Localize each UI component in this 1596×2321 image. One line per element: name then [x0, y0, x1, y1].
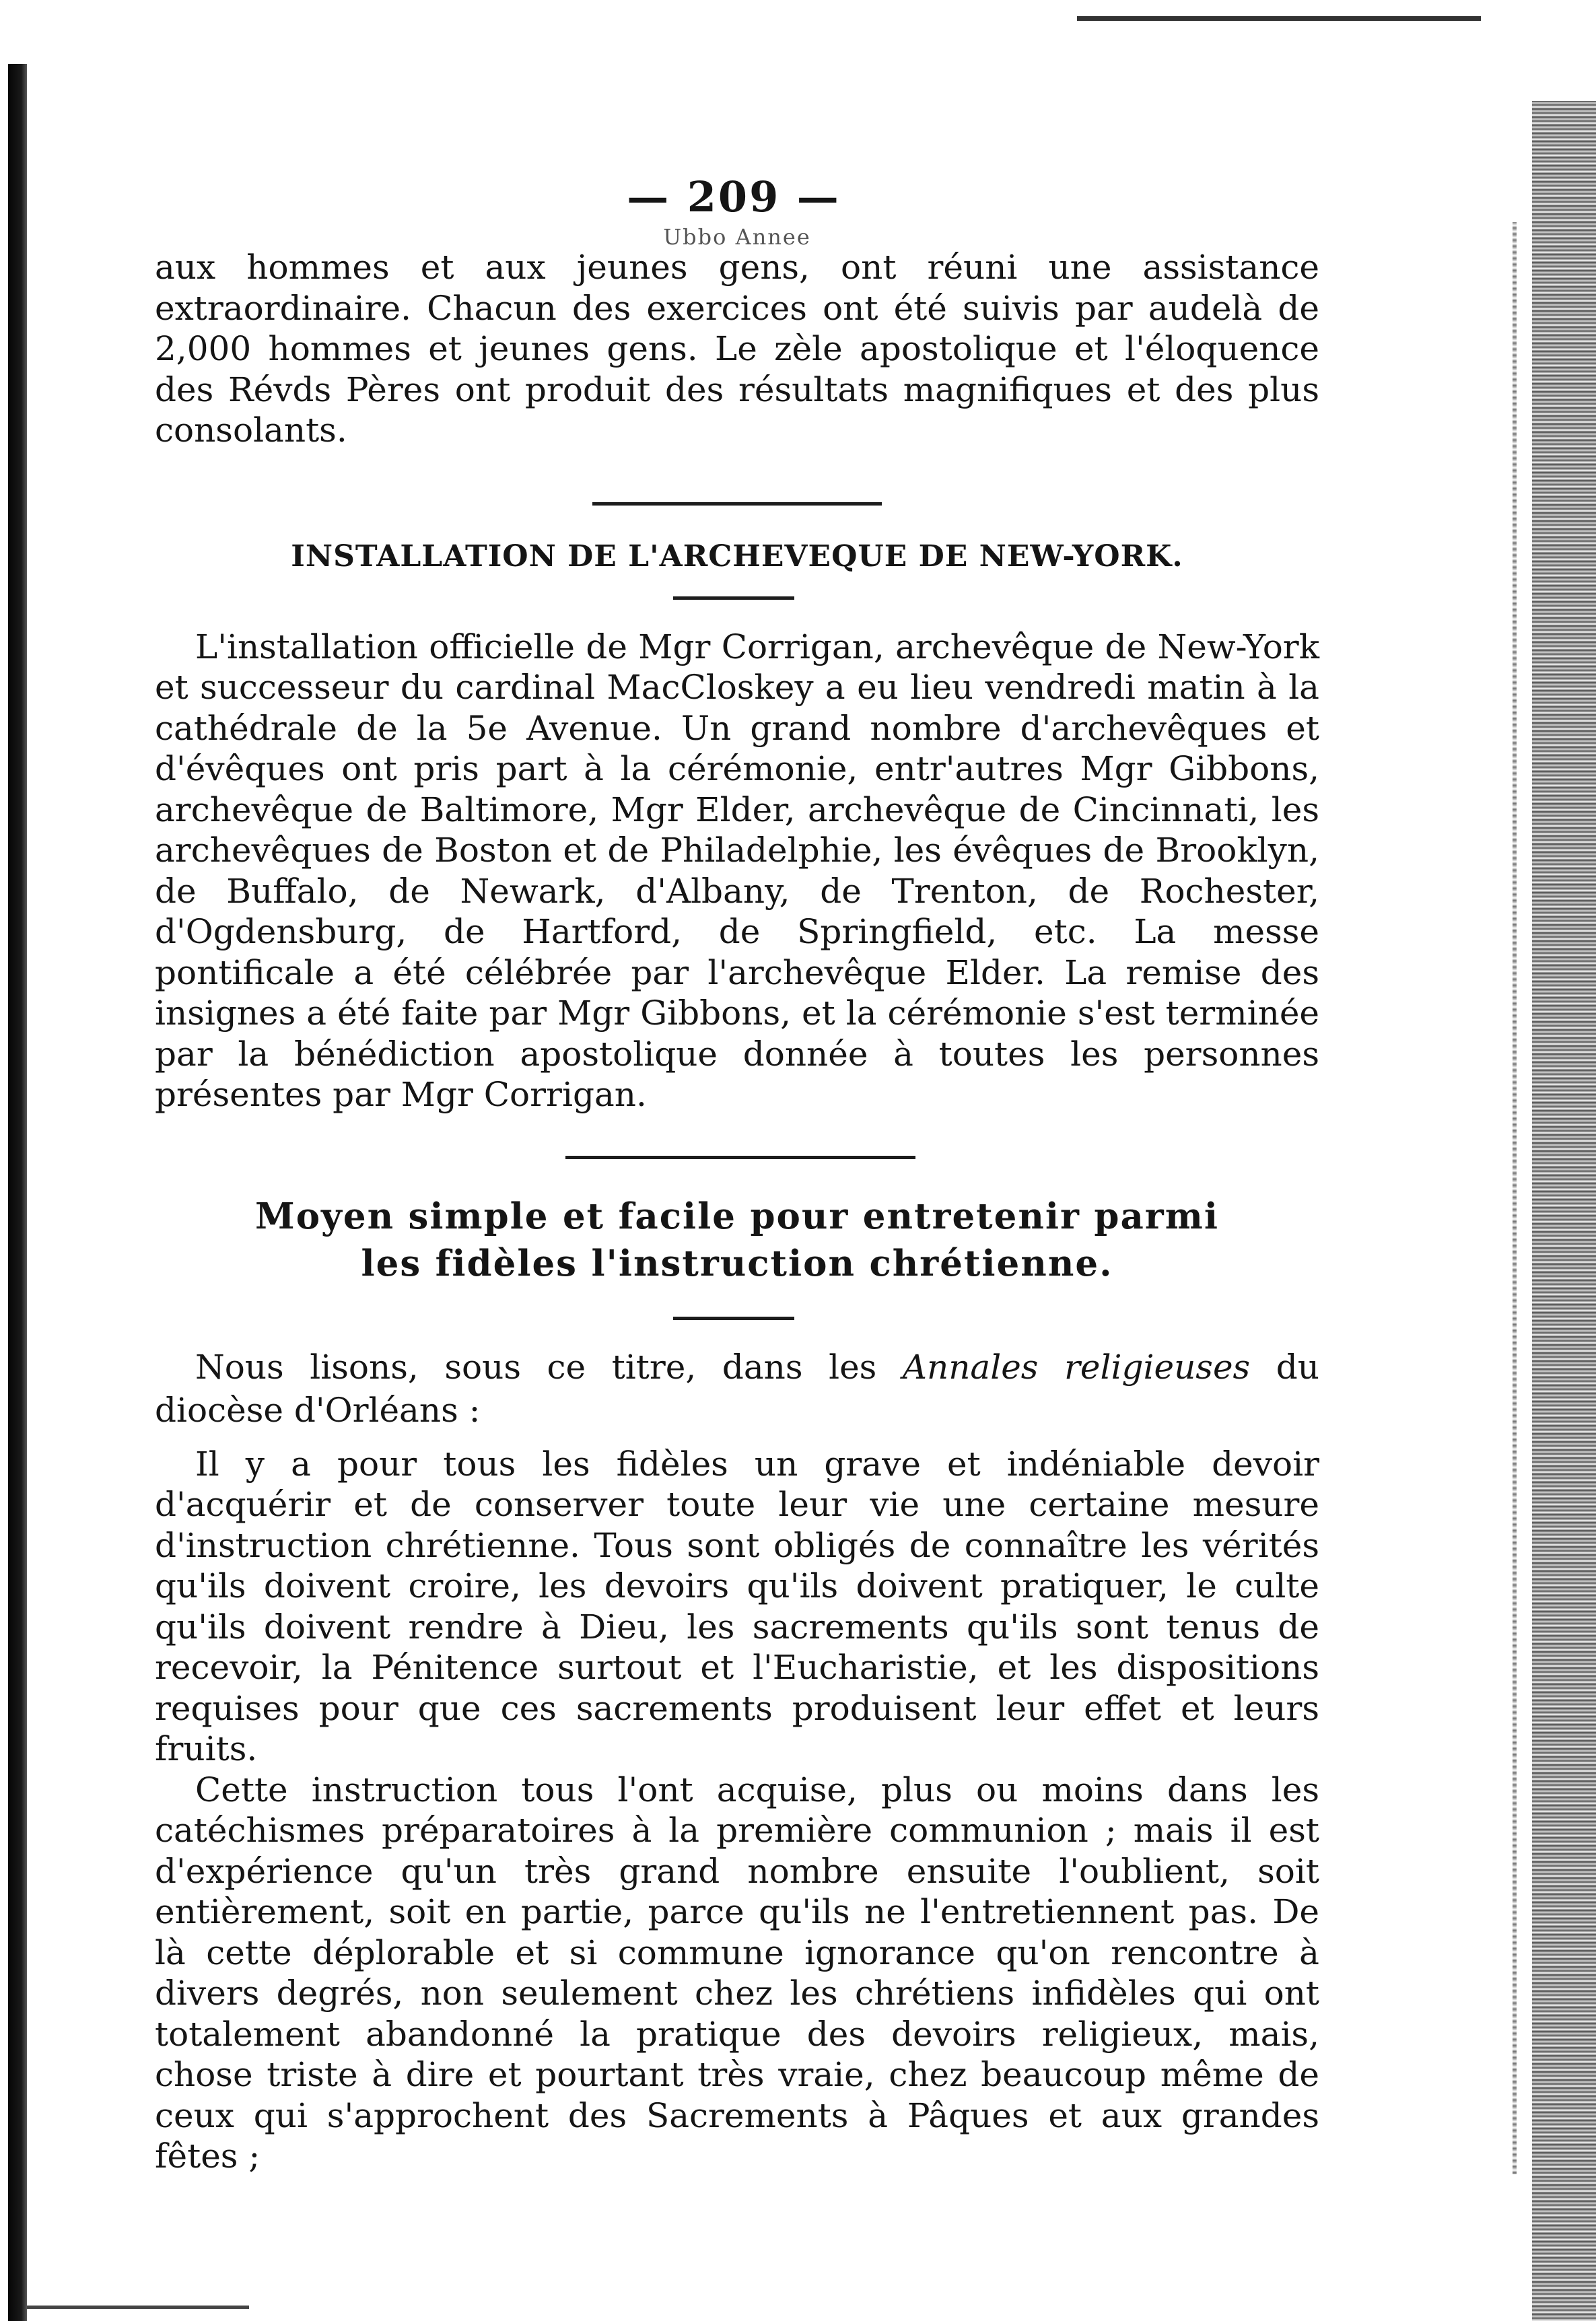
intro-paragraph: aux hommes et aux jeunes gens, ont réuni une assistance extraordinaire. Chacun des exercices ont été suivis par audelà de 2,000 hommes et jeunes gens. Le zèle apostolique et l'éloquence des Révds Pères ont produit des résultats magnifiques et des plus consolants.	[155, 248, 1319, 450]
section-title-installation: INSTALLATION DE L'ARCHEVEQUE DE NEW-YORK.	[291, 539, 1183, 574]
title-underline-rule-2	[673, 1317, 794, 1320]
page-number: — 209 —	[627, 172, 841, 221]
installation-paragraph: L'installation officielle de Mgr Corrigan, archevêque de New-York et successeur du cardinal MacCloskey a eu lieu vendredi matin à la cathédrale de la 5e Avenue. Un grand nombre d'archevêques et d'évêques ont pris part à la cérémonie, entr'autres Mgr Gibbons, archevêque de Baltimore, Mgr Elder, archevêque de Cincinnati, les archevêques de Boston et de Philadelphie, les évêques de Brooklyn, de Buffalo, de Newark, d'Albany, de Trenton, de Rochester, d'Ogdensburg, de Hartford, de Springfield, etc. La messe pontificale a été célébrée par l'archevêque Elder. La remise des insignes a été faite par Mgr Gibbons, et la cérémonie s'est terminée par la bénédiction apostolique donnée à toutes les personnes présentes par Mgr Corrigan.	[155, 627, 1319, 1114]
page-smudge-text: Ubbo Annee	[663, 224, 811, 250]
scan-binding-edge	[8, 64, 27, 2321]
intro-text-after: du diocèse d'Orléans :	[155, 1347, 1319, 1430]
scan-top-mark	[1077, 16, 1481, 21]
moyen-paragraph-2: Cette instruction tous l'ont acquise, plus ou moins dans les catéchismes préparatoires à la première communion ; mais il est d'expérience qu'un très grand nombre ensuite l'oublient, soit entièrement, soit en partie, parce qu'ils ne l'entretiennent pas. De là cette déplorable et si commune ignorance qu'on rencontre à divers degrés, non seulement chez les chrétiens infidèles qui ont totalement abandonné la pratique des devoirs religieux, mais, chose triste à dire et pourtant très vraie, chez beaucoup même de ceux qui s'approchent des Sacrements à Pâques et aux grandes fêtes ;	[155, 1770, 1319, 2176]
scan-edge-line	[1513, 222, 1517, 2174]
intro-text-before: Nous lisons, sous ce titre, dans les	[195, 1347, 903, 1387]
moyen-intro-paragraph	[155, 1346, 1319, 1432]
scan-bottom-mark	[27, 2306, 249, 2309]
title-underline-rule	[673, 596, 794, 600]
section-divider-rule-2	[565, 1156, 915, 1159]
annales-title: Annales religieuses	[902, 1347, 1251, 1387]
scan-page-stack-edge	[1532, 101, 1596, 2321]
moyen-paragraph-1: Il y a pour tous les fidèles un grave et indéniable devoir d'acquérir et de conserver toute leur vie une certaine mesure d'instruction chrétienne. Tous sont obligés de connaître les vérités qu'ils doivent croire, les devoirs qu'ils doivent pratiquer, le culte qu'ils doivent rendre à Dieu, les sacrements qu'ils sont tenus de recevoir, la Pénitence surtout et l'Eucharistie, et les dispositions requises pour que ces sacrements produisent leur effet et leurs fruits.	[155, 1444, 1319, 1768]
section-title-moyen-line2: les fidèles l'instruction chrétienne.	[361, 1242, 1113, 1284]
document-page	[155, 172, 1319, 2177]
section-title-moyen-line1: Moyen simple et facile pour entretenir parmi	[255, 1195, 1219, 1237]
section-divider-rule	[592, 502, 882, 506]
